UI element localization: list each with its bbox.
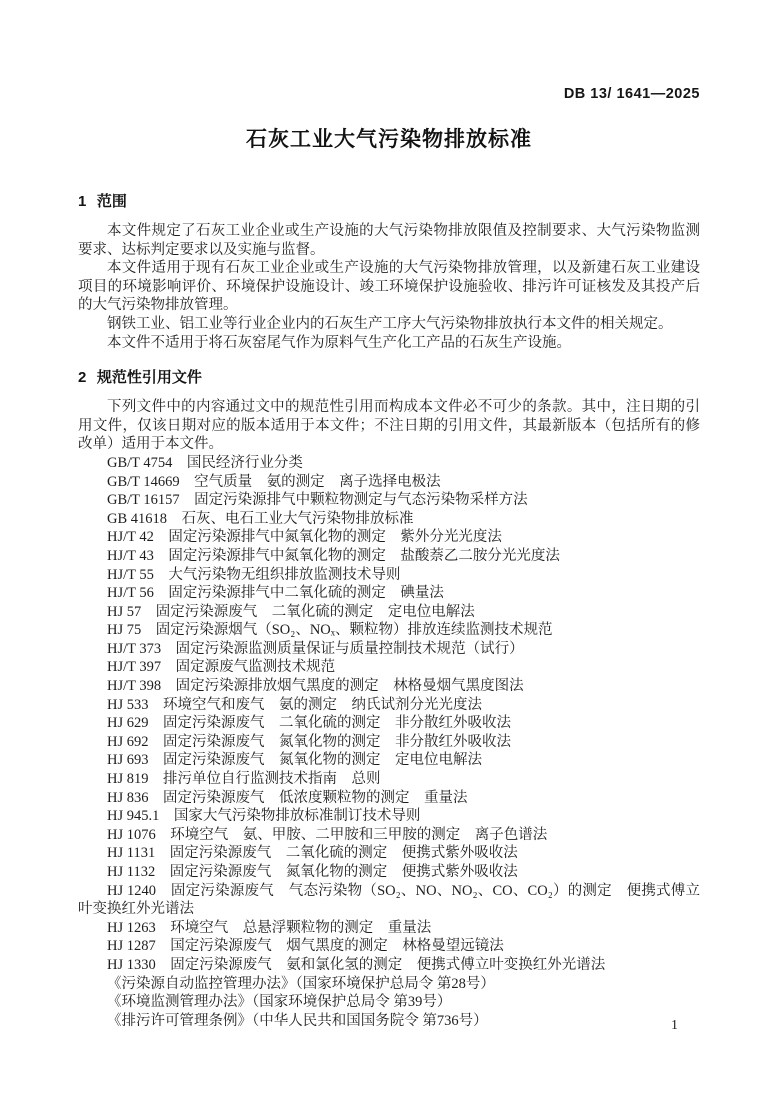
references-intro: 下列文件中的内容通过文中的规范性引用而构成本文件必不可少的条款。其中，注日期的引用文件，仅该日期对应的版本适用于本文件；不注日期的引用文件，其最新版本（包括所有的修改单）适用于本文件。 [78, 399, 700, 453]
reference-item: HJ 836 固定污染源废气 低浓度颗粒物的测定 重量法 [107, 789, 468, 806]
reference-item: HJ 945.1 国家大气污染物排放标准制订技术导则 [107, 808, 421, 825]
reference-item: HJ 693 固定污染源废气 氮氧化物的测定 定电位电解法 [107, 752, 482, 769]
section-references-title: 规范性引用文件 [96, 369, 202, 387]
scope-paragraph: 本文件规定了石灰工业企业或生产设施的大气污染物排放限值及控制要求、大气污染物监测要求、达标判定要求以及实施与监督。 [78, 223, 700, 258]
reference-item: HJ/T 397 固定源废气监测技术规范 [107, 659, 336, 676]
reference-item: HJ/T 373 固定污染源监测质量保证与质量控制技术规范（试行） [107, 640, 524, 657]
reference-item: HJ/T 43 固定污染源排气中氮氧化物的测定 盐酸萘乙二胺分光光度法 [107, 547, 560, 564]
reference-item: HJ 1076 环境空气 氨、甲胺、二甲胺和三甲胺的测定 离子色谱法 [107, 826, 548, 843]
reference-item: GB/T 16157 固定污染源排气中颗粒物测定与气态污染物采样方法 [107, 492, 528, 509]
scope-paragraph: 本文件适用于现有石灰工业企业或生产设施的大气污染物排放管理，以及新建石灰工业建设项目的环境影响评价、环境保护设施设计、竣工环境保护设施验收、排污许可证核发及其投产后的大气污染物排放管理。 [78, 260, 700, 314]
reference-item: HJ 533 环境空气和废气 氨的测定 纳氏试剂分光光度法 [107, 696, 482, 713]
section-scope-title: 范围 [96, 193, 127, 210]
reference-item: GB/T 4754 国民经济行业分类 [107, 454, 303, 471]
reference-item: HJ/T 42 固定污染源排气中氮氧化物的测定 紫外分光光度法 [107, 529, 502, 546]
reference-item: HJ 1240 固定污染源废气 气态污染物（SO₂、NO、NO₂、CO、CO₂）的测定 便携式傅立叶变换红外光谱法 [78, 882, 700, 918]
scope-paragraph: 本文件不适用于将石灰窑尾气作为原料气生产化工产品的石灰生产设施。 [107, 334, 571, 351]
scope-paragraphs [78, 222, 700, 352]
page-number: 1 [671, 1018, 678, 1033]
section-references [78, 370, 700, 1030]
reference-item: HJ/T 56 固定污染源排气中二氧化硫的测定 碘量法 [107, 585, 444, 602]
standard-code: DB 13/ 1641—2025 [563, 86, 700, 102]
section-references-number: 2 [78, 369, 87, 387]
reference-item: HJ 819 排污单位自行监测技术指南 总则 [107, 771, 381, 788]
reference-item: HJ/T 55 大气污染物无组织排放监测技术导则 [107, 566, 401, 583]
reference-item: HJ 629 固定污染源废气 二氧化硫的测定 非分散红外吸收法 [107, 715, 511, 732]
reference-list [78, 454, 700, 1030]
reference-item: 《排污许可管理条例》（中华人民共和国国务院令 第736号） [107, 1012, 488, 1029]
reference-item: HJ 57 固定污染源废气 二氧化硫的测定 定电位电解法 [107, 603, 475, 620]
scope-paragraph: 钢铁工业、铝工业等行业企业内的石灰生产工序大气污染物排放执行本文件的相关规定。 [107, 315, 673, 332]
reference-item: HJ 1287 国定污染源废气 烟气黑度的测定 林格曼望远镜法 [107, 938, 504, 955]
reference-item: GB 41618 石灰、电石工业大气污染物排放标准 [107, 510, 414, 527]
reference-item: HJ 692 固定污染源废气 氮氧化物的测定 非分散红外吸收法 [107, 733, 511, 750]
reference-item: HJ 1330 固定污染源废气 氨和氯化氢的测定 便携式傅立叶变换红外光谱法 [107, 956, 606, 973]
reference-item: HJ 1263 环境空气 总悬浮颗粒物的测定 重量法 [107, 919, 432, 936]
section-scope-number: 1 [78, 193, 87, 210]
reference-item: HJ/T 398 固定污染源排放烟气黑度的测定 林格曼烟气黑度图法 [107, 678, 524, 695]
document-title: 石灰工业大气污染物排放标准 [246, 128, 532, 151]
reference-item: 《环境监测管理办法》（国家环境保护总局令 第39号） [107, 994, 452, 1011]
page-header [78, 0, 700, 102]
reference-item: 《污染源自动监控管理办法》（国家环境保护总局令 第28号） [107, 975, 495, 992]
section-scope-heading [78, 194, 700, 210]
section-references-heading [78, 370, 700, 386]
reference-item: GB/T 14669 空气质量 氨的测定 离子选择电极法 [107, 473, 441, 490]
reference-item: HJ 1131 固定污染源废气 二氧化硫的测定 便携式紫外吸收法 [107, 845, 518, 862]
reference-item: HJ 1132 固定污染源废气 氮氧化物的测定 便携式紫外吸收法 [107, 864, 518, 880]
section-scope [78, 194, 700, 352]
reference-item: HJ 75 固定污染源烟气（SO₂、NOₓ、颗粒物）排放连续监测技术规范 [107, 622, 553, 639]
